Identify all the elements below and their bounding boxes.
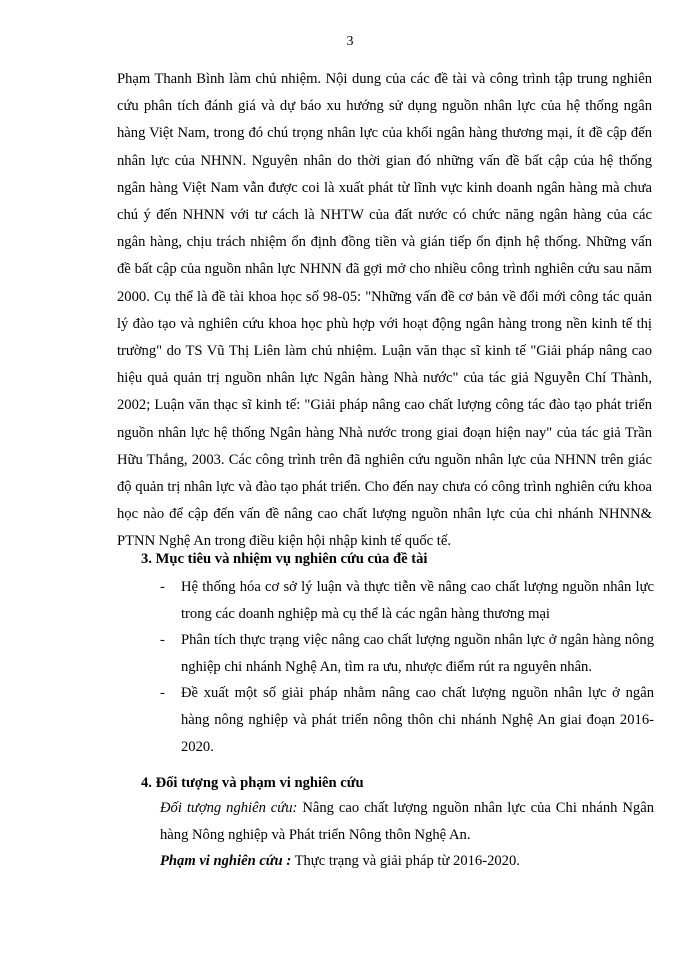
list-item xyxy=(160,574,654,627)
research-object-label: Đối tượng nghiên cứu: xyxy=(160,800,298,816)
section-3-heading: 3. Mục tiêu và nhiệm vụ nghiên cứu của đề tài xyxy=(141,551,428,567)
list-item-text: Hệ thống hóa cơ sở lý luận và thực tiễn về nâng cao chất lượng nguồn nhân lực trong các doanh nghiệp mà cụ thể là các ngân hàng thương mại xyxy=(181,579,654,622)
research-object-paragraph xyxy=(160,795,654,849)
intro-paragraph: Phạm Thanh Bình làm chủ nhiệm. Nội dung của các đề tài và công trình tập trung nghiên cứu phân tích đánh giá và dự báo xu hướng sử dụng nguồn nhân lực của hệ thống ngân hàng Việt Nam, trong đó chú trọng nhân lực của khối ngân hàng thương mại, ít đề cập đến nhân lực của NHNN. Nguyên nhân do thời gian đó những vấn đề bất cập của hệ thống ngân hàng Việt Nam vẫn được coi là xuất phát từ lĩnh vực kinh doanh ngân hàng mà chưa chú ý đến NHNN với tư cách là NHTW của đất nước có chức năng ngân hàng của các ngân hàng, chịu trách nhiệm ổn định đồng tiền và gián tiếp ổn định hệ thống. Những vấn đề bất cập của nguồn nhân lực NHNN đã gợi mở cho nhiều công trình nghiên cứu sau năm 2000. Cụ thể là đề tài khoa học số 98-05: "Những vấn đề cơ bản về đổi mới công tác quản lý đào tạo và nghiên cứu khoa học phù hợp với hoạt động ngân hàng trong nền kinh tế thị trường" do TS Vũ Thị Liên làm chủ nhiệm. Luận văn thạc sĩ kinh tế "Giải pháp nâng cao hiệu quả quản trị nguồn nhân lực Ngân hàng Nhà nước" của tác giả Nguyễn Chí Thành, 2002; Luận văn thạc sĩ kinh tế: "Giải pháp nâng cao chất lượng công tác đào tạo phát triển nguồn nhân lực hệ thống Ngân hàng Nhà nước trong giai đoạn hiện nay" của tác giả Trần Hữu Thắng, 2003. Các công trình trên đã nghiên cứu nguồn nhân lực của NHNN trên giác độ quản trị nhân lực và đào tạo phát triển. Cho đến nay chưa có công trình nghiên cứu khoa học nào để cập đến vấn đề nâng cao chất lượng nguồn nhân lực của chi nhánh NHNN& PTNN Nghệ An trong điều kiện hội nhập kinh tế quốc tế. xyxy=(117,71,652,550)
dash-marker: - xyxy=(160,579,165,595)
objectives-list xyxy=(160,574,654,760)
research-scope-paragraph xyxy=(160,848,520,874)
dash-marker: - xyxy=(160,685,165,702)
page-number: 3 xyxy=(346,34,354,49)
list-item xyxy=(160,627,654,680)
research-scope-text: Thực trạng và giải pháp từ 2016-2020. xyxy=(291,853,520,869)
list-item-text: Phân tích thực trạng việc nâng cao chất lượng nguồn nhân lực ở ngân hàng nông nghiệp chi nhánh Nghệ An, tìm ra ưu, nhược điểm rút ra nguyên nhân. xyxy=(181,632,654,675)
research-object-text: Nâng cao chất lượng nguồn nhân lực của Chi nhánh Ngân hàng Nông nghiệp và Phát triển Nông thôn Nghệ An. xyxy=(160,800,655,843)
list-item xyxy=(160,680,654,760)
section-4-heading: 4. Đối tượng và phạm vi nghiên cứu xyxy=(141,775,364,791)
list-item-text: Đề xuất một số giải pháp nhằm nâng cao chất lượng nguồn nhân lực ở ngân hàng nông nghiệp và phát triển nông thôn chi nhánh Nghệ An giai đoạn 2016-2020. xyxy=(181,685,654,755)
research-scope-label: Phạm vi nghiên cứu : xyxy=(160,853,292,869)
dash-marker: - xyxy=(160,632,165,649)
